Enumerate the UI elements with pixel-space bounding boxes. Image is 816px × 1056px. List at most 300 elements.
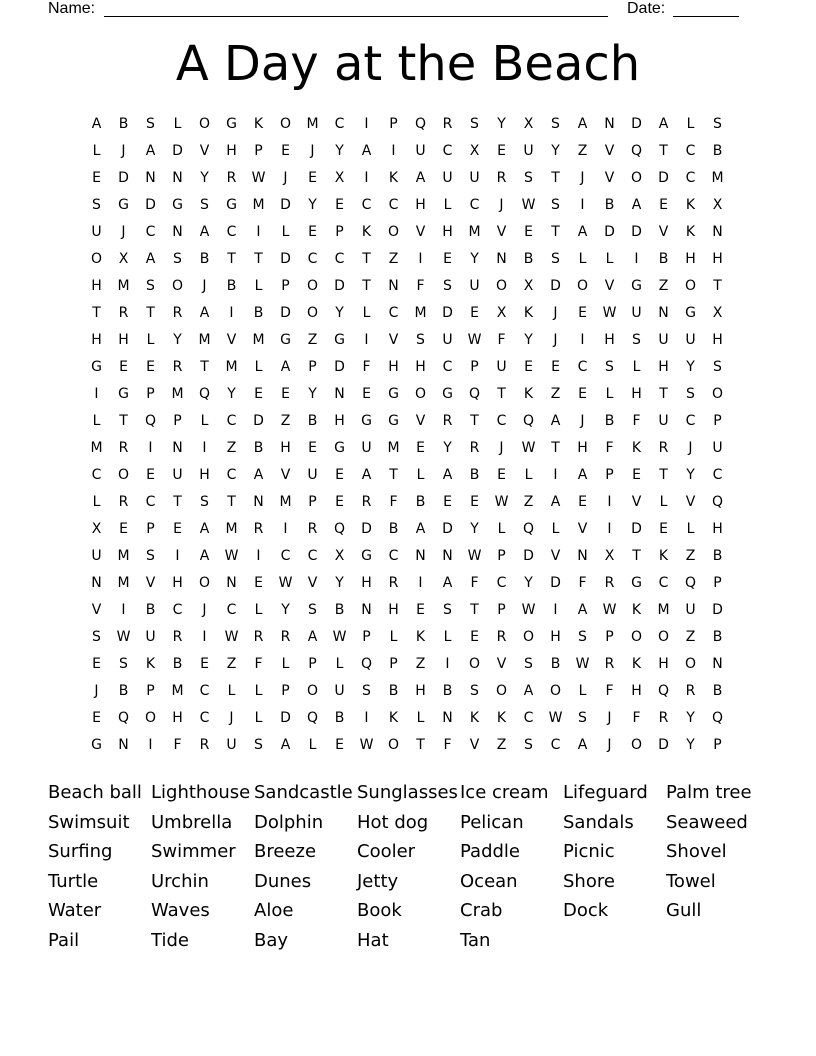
grid-letter[interactable]: T: [92, 305, 101, 321]
grid-letter[interactable]: T: [632, 548, 641, 564]
grid-letter[interactable]: C: [172, 602, 183, 618]
grid-letter[interactable]: Y: [686, 737, 695, 753]
grid-letter[interactable]: T: [551, 224, 560, 240]
grid-letter[interactable]: O: [306, 278, 319, 294]
grid-letter[interactable]: L: [254, 683, 263, 699]
grid-letter[interactable]: X: [91, 521, 102, 537]
grid-letter[interactable]: S: [605, 359, 614, 375]
grid-letter[interactable]: O: [387, 737, 400, 753]
grid-letter[interactable]: A: [415, 170, 426, 186]
grid-letter[interactable]: B: [334, 602, 345, 618]
grid-letter[interactable]: Z: [280, 413, 291, 429]
grid-letter[interactable]: O: [684, 278, 697, 294]
grid-letter[interactable]: Q: [144, 413, 157, 429]
grid-letter[interactable]: E: [470, 629, 479, 645]
grid-letter[interactable]: I: [580, 197, 585, 213]
grid-letter[interactable]: T: [551, 170, 560, 186]
grid-letter[interactable]: H: [388, 359, 399, 375]
grid-letter[interactable]: J: [499, 197, 504, 213]
grid-letter[interactable]: Q: [360, 656, 373, 672]
grid-letter[interactable]: A: [577, 116, 588, 132]
grid-letter[interactable]: B: [307, 413, 318, 429]
grid-letter[interactable]: T: [389, 467, 398, 483]
grid-letter[interactable]: N: [91, 575, 102, 591]
grid-letter[interactable]: B: [118, 116, 129, 132]
grid-letter[interactable]: Y: [524, 575, 533, 591]
grid-letter[interactable]: P: [713, 413, 722, 429]
grid-letter[interactable]: S: [146, 548, 155, 564]
grid-letter[interactable]: F: [632, 710, 641, 726]
grid-letter[interactable]: L: [281, 656, 290, 672]
grid-letter[interactable]: H: [631, 683, 642, 699]
grid-letter[interactable]: G: [118, 386, 129, 402]
grid-letter[interactable]: W: [359, 737, 374, 753]
grid-letter[interactable]: S: [92, 629, 101, 645]
grid-letter[interactable]: E: [470, 494, 479, 510]
grid-letter[interactable]: O: [630, 629, 643, 645]
grid-letter[interactable]: H: [280, 440, 291, 456]
grid-letter[interactable]: P: [497, 602, 506, 618]
grid-letter[interactable]: P: [362, 629, 371, 645]
grid-letter[interactable]: X: [712, 305, 723, 321]
grid-letter[interactable]: K: [145, 656, 156, 672]
grid-letter[interactable]: F: [254, 656, 263, 672]
grid-letter[interactable]: B: [415, 494, 426, 510]
grid-letter[interactable]: T: [416, 737, 425, 753]
grid-letter[interactable]: L: [254, 602, 263, 618]
grid-letter[interactable]: E: [335, 467, 344, 483]
grid-letter[interactable]: G: [226, 116, 237, 132]
grid-letter[interactable]: L: [524, 467, 533, 483]
grid-letter[interactable]: S: [92, 197, 101, 213]
grid-letter[interactable]: T: [173, 494, 182, 510]
grid-letter[interactable]: W: [575, 656, 590, 672]
grid-letter[interactable]: Y: [308, 197, 317, 213]
grid-letter[interactable]: A: [280, 359, 291, 375]
grid-letter[interactable]: R: [442, 413, 453, 429]
grid-letter[interactable]: N: [118, 737, 129, 753]
grid-letter[interactable]: K: [685, 224, 696, 240]
grid-letter[interactable]: D: [523, 548, 534, 564]
grid-letter[interactable]: Q: [630, 143, 643, 159]
grid-letter[interactable]: P: [308, 359, 317, 375]
grid-letter[interactable]: A: [145, 251, 156, 267]
grid-letter[interactable]: Z: [577, 143, 588, 159]
grid-letter[interactable]: A: [550, 494, 561, 510]
grid-letter[interactable]: I: [175, 548, 180, 564]
grid-letter[interactable]: J: [121, 143, 126, 159]
grid-letter[interactable]: E: [92, 170, 101, 186]
grid-letter[interactable]: I: [283, 521, 288, 537]
grid-letter[interactable]: H: [415, 683, 426, 699]
grid-letter[interactable]: N: [577, 548, 588, 564]
grid-letter[interactable]: J: [580, 170, 585, 186]
grid-letter[interactable]: G: [118, 197, 129, 213]
grid-letter[interactable]: Q: [414, 116, 427, 132]
grid-letter[interactable]: O: [495, 683, 508, 699]
grid-letter[interactable]: G: [685, 305, 696, 321]
grid-letter[interactable]: P: [308, 656, 317, 672]
grid-letter[interactable]: C: [307, 548, 318, 564]
grid-letter[interactable]: T: [227, 494, 236, 510]
grid-letter[interactable]: L: [632, 359, 641, 375]
grid-letter[interactable]: H: [631, 386, 642, 402]
grid-letter[interactable]: B: [388, 683, 399, 699]
grid-letter[interactable]: G: [442, 386, 453, 402]
grid-letter[interactable]: L: [686, 116, 695, 132]
grid-letter[interactable]: R: [604, 656, 615, 672]
grid-letter[interactable]: J: [580, 413, 585, 429]
grid-letter[interactable]: D: [361, 521, 372, 537]
grid-letter[interactable]: Z: [523, 494, 534, 510]
grid-letter[interactable]: A: [577, 602, 588, 618]
grid-letter[interactable]: N: [253, 494, 264, 510]
grid-letter[interactable]: L: [443, 197, 452, 213]
grid-letter[interactable]: T: [146, 305, 155, 321]
grid-letter[interactable]: J: [553, 332, 558, 348]
grid-letter[interactable]: O: [684, 656, 697, 672]
grid-letter[interactable]: H: [361, 575, 372, 591]
grid-letter[interactable]: V: [604, 143, 615, 159]
grid-letter[interactable]: H: [604, 332, 615, 348]
grid-letter[interactable]: E: [254, 386, 263, 402]
grid-letter[interactable]: D: [631, 521, 642, 537]
grid-letter[interactable]: U: [91, 548, 102, 564]
grid-letter[interactable]: G: [388, 386, 399, 402]
grid-letter[interactable]: E: [416, 602, 425, 618]
grid-letter[interactable]: O: [90, 251, 103, 267]
grid-letter[interactable]: A: [658, 116, 669, 132]
grid-letter[interactable]: M: [198, 332, 211, 348]
grid-letter[interactable]: R: [685, 683, 696, 699]
grid-letter[interactable]: H: [388, 602, 399, 618]
grid-letter[interactable]: G: [631, 575, 642, 591]
grid-letter[interactable]: C: [469, 197, 480, 213]
grid-letter[interactable]: I: [202, 629, 207, 645]
grid-letter[interactable]: U: [523, 143, 534, 159]
grid-letter[interactable]: S: [200, 197, 209, 213]
grid-letter[interactable]: C: [685, 413, 696, 429]
grid-letter[interactable]: G: [172, 197, 183, 213]
grid-letter[interactable]: J: [607, 710, 612, 726]
grid-letter[interactable]: A: [577, 224, 588, 240]
grid-letter[interactable]: H: [91, 332, 102, 348]
grid-letter[interactable]: S: [524, 737, 533, 753]
grid-letter[interactable]: Q: [522, 413, 535, 429]
grid-letter[interactable]: B: [550, 656, 561, 672]
grid-letter[interactable]: L: [227, 683, 236, 699]
grid-letter[interactable]: B: [253, 305, 264, 321]
grid-letter[interactable]: U: [361, 440, 372, 456]
grid-letter[interactable]: S: [524, 656, 533, 672]
grid-letter[interactable]: E: [308, 224, 317, 240]
grid-letter[interactable]: Y: [335, 305, 344, 321]
grid-letter[interactable]: C: [388, 305, 399, 321]
grid-letter[interactable]: J: [607, 737, 612, 753]
grid-letter[interactable]: I: [256, 548, 261, 564]
grid-letter[interactable]: T: [200, 359, 209, 375]
grid-letter[interactable]: L: [605, 251, 614, 267]
grid-letter[interactable]: H: [199, 467, 210, 483]
grid-letter[interactable]: Y: [470, 521, 479, 537]
grid-letter[interactable]: I: [553, 602, 558, 618]
grid-letter[interactable]: C: [145, 494, 156, 510]
grid-letter[interactable]: L: [659, 494, 668, 510]
grid-letter[interactable]: L: [200, 413, 209, 429]
grid-letter[interactable]: R: [280, 629, 291, 645]
grid-letter[interactable]: P: [146, 683, 155, 699]
grid-letter[interactable]: W: [521, 602, 536, 618]
grid-letter[interactable]: A: [577, 467, 588, 483]
grid-letter[interactable]: C: [388, 197, 399, 213]
grid-letter[interactable]: W: [602, 602, 617, 618]
grid-letter[interactable]: D: [631, 224, 642, 240]
grid-letter[interactable]: I: [364, 710, 369, 726]
grid-letter[interactable]: E: [497, 143, 506, 159]
grid-letter[interactable]: G: [361, 548, 372, 564]
grid-letter[interactable]: K: [658, 548, 669, 564]
grid-letter[interactable]: R: [226, 170, 237, 186]
grid-letter[interactable]: J: [283, 170, 288, 186]
grid-letter[interactable]: D: [334, 278, 345, 294]
grid-letter[interactable]: R: [118, 305, 129, 321]
grid-letter[interactable]: A: [280, 737, 291, 753]
grid-letter[interactable]: I: [229, 305, 234, 321]
grid-letter[interactable]: T: [227, 251, 236, 267]
grid-letter[interactable]: F: [605, 683, 614, 699]
grid-letter[interactable]: Q: [306, 710, 319, 726]
grid-letter[interactable]: U: [658, 413, 669, 429]
grid-letter[interactable]: M: [117, 548, 130, 564]
grid-letter[interactable]: N: [334, 386, 345, 402]
grid-letter[interactable]: D: [550, 575, 561, 591]
grid-letter[interactable]: K: [631, 440, 642, 456]
grid-letter[interactable]: T: [470, 413, 479, 429]
grid-letter[interactable]: G: [388, 413, 399, 429]
grid-letter[interactable]: Z: [415, 656, 426, 672]
grid-letter[interactable]: F: [470, 575, 479, 591]
grid-letter[interactable]: E: [524, 359, 533, 375]
grid-letter[interactable]: V: [685, 494, 696, 510]
grid-letter[interactable]: Y: [686, 710, 695, 726]
grid-letter[interactable]: N: [442, 710, 453, 726]
grid-letter[interactable]: E: [578, 386, 587, 402]
grid-letter[interactable]: I: [580, 332, 585, 348]
grid-letter[interactable]: K: [388, 170, 399, 186]
grid-letter[interactable]: O: [657, 629, 670, 645]
grid-letter[interactable]: H: [550, 629, 561, 645]
grid-letter[interactable]: S: [146, 116, 155, 132]
grid-letter[interactable]: F: [389, 494, 398, 510]
grid-letter[interactable]: W: [602, 305, 617, 321]
grid-letter[interactable]: S: [443, 602, 452, 618]
grid-letter[interactable]: I: [607, 494, 612, 510]
grid-letter[interactable]: N: [172, 440, 183, 456]
grid-letter[interactable]: P: [605, 467, 614, 483]
grid-letter[interactable]: D: [442, 305, 453, 321]
grid-letter[interactable]: W: [278, 575, 293, 591]
grid-letter[interactable]: N: [388, 278, 399, 294]
grid-letter[interactable]: S: [686, 386, 695, 402]
name-blank-line[interactable]: [104, 16, 608, 17]
grid-letter[interactable]: B: [712, 548, 723, 564]
grid-letter[interactable]: P: [308, 494, 317, 510]
grid-letter[interactable]: P: [281, 278, 290, 294]
grid-letter[interactable]: W: [332, 629, 347, 645]
grid-letter[interactable]: B: [226, 278, 237, 294]
grid-letter[interactable]: P: [335, 224, 344, 240]
grid-letter[interactable]: T: [470, 602, 479, 618]
grid-letter[interactable]: C: [658, 575, 669, 591]
grid-letter[interactable]: M: [117, 575, 130, 591]
grid-letter[interactable]: J: [94, 683, 99, 699]
grid-letter[interactable]: C: [523, 710, 534, 726]
grid-letter[interactable]: T: [659, 143, 668, 159]
grid-letter[interactable]: Z: [685, 548, 696, 564]
grid-letter[interactable]: V: [307, 575, 318, 591]
grid-letter[interactable]: M: [306, 116, 319, 132]
grid-letter[interactable]: D: [280, 251, 291, 267]
grid-letter[interactable]: S: [470, 683, 479, 699]
grid-letter[interactable]: R: [118, 494, 129, 510]
grid-letter[interactable]: I: [418, 251, 423, 267]
grid-letter[interactable]: S: [713, 116, 722, 132]
grid-letter[interactable]: Q: [468, 386, 481, 402]
grid-letter[interactable]: E: [254, 575, 263, 591]
grid-letter[interactable]: O: [171, 278, 184, 294]
grid-letter[interactable]: U: [442, 170, 453, 186]
grid-letter[interactable]: H: [577, 440, 588, 456]
grid-letter[interactable]: G: [226, 197, 237, 213]
grid-letter[interactable]: K: [253, 116, 264, 132]
grid-letter[interactable]: G: [280, 332, 291, 348]
grid-letter[interactable]: H: [712, 521, 723, 537]
grid-letter[interactable]: F: [362, 359, 371, 375]
grid-letter[interactable]: E: [470, 305, 479, 321]
grid-letter[interactable]: E: [578, 494, 587, 510]
grid-letter[interactable]: H: [658, 656, 669, 672]
grid-letter[interactable]: F: [605, 440, 614, 456]
grid-letter[interactable]: H: [172, 710, 183, 726]
grid-letter[interactable]: W: [548, 710, 563, 726]
grid-letter[interactable]: S: [713, 359, 722, 375]
grid-letter[interactable]: O: [198, 575, 211, 591]
grid-letter[interactable]: J: [310, 143, 315, 159]
grid-letter[interactable]: M: [225, 521, 238, 537]
grid-letter[interactable]: P: [389, 116, 398, 132]
grid-letter[interactable]: R: [496, 629, 507, 645]
grid-letter[interactable]: S: [551, 197, 560, 213]
grid-letter[interactable]: V: [469, 737, 480, 753]
grid-letter[interactable]: B: [712, 143, 723, 159]
grid-letter[interactable]: C: [307, 251, 318, 267]
grid-letter[interactable]: J: [202, 278, 207, 294]
grid-letter[interactable]: D: [631, 116, 642, 132]
grid-letter[interactable]: M: [252, 332, 265, 348]
grid-letter[interactable]: K: [361, 224, 372, 240]
grid-letter[interactable]: O: [630, 737, 643, 753]
grid-letter[interactable]: R: [469, 440, 480, 456]
grid-letter[interactable]: V: [550, 548, 561, 564]
grid-letter[interactable]: E: [335, 197, 344, 213]
grid-letter[interactable]: M: [252, 197, 265, 213]
grid-letter[interactable]: U: [469, 170, 480, 186]
grid-letter[interactable]: L: [578, 683, 587, 699]
grid-letter[interactable]: O: [306, 683, 319, 699]
grid-letter[interactable]: Y: [686, 467, 695, 483]
date-blank-line[interactable]: [673, 16, 739, 17]
grid-letter[interactable]: N: [145, 170, 156, 186]
grid-letter[interactable]: B: [604, 413, 615, 429]
grid-letter[interactable]: S: [308, 602, 317, 618]
grid-letter[interactable]: E: [308, 170, 317, 186]
grid-letter[interactable]: R: [658, 440, 669, 456]
grid-letter[interactable]: E: [416, 440, 425, 456]
grid-letter[interactable]: B: [253, 440, 264, 456]
grid-letter[interactable]: L: [362, 305, 371, 321]
grid-letter[interactable]: V: [280, 467, 291, 483]
grid-letter[interactable]: R: [172, 629, 183, 645]
grid-letter[interactable]: M: [387, 440, 400, 456]
grid-letter[interactable]: E: [578, 305, 587, 321]
grid-letter[interactable]: B: [658, 251, 669, 267]
grid-letter[interactable]: P: [146, 521, 155, 537]
grid-letter[interactable]: T: [713, 278, 722, 294]
grid-letter[interactable]: E: [659, 521, 668, 537]
grid-letter[interactable]: E: [92, 656, 101, 672]
grid-letter[interactable]: D: [334, 359, 345, 375]
grid-letter[interactable]: U: [172, 467, 183, 483]
grid-letter[interactable]: F: [443, 737, 452, 753]
grid-letter[interactable]: B: [712, 683, 723, 699]
grid-letter[interactable]: D: [253, 413, 264, 429]
grid-letter[interactable]: H: [712, 332, 723, 348]
grid-letter[interactable]: R: [118, 440, 129, 456]
grid-letter[interactable]: V: [388, 332, 399, 348]
grid-letter[interactable]: L: [497, 521, 506, 537]
grid-letter[interactable]: Y: [335, 143, 344, 159]
grid-letter[interactable]: X: [334, 548, 345, 564]
grid-letter[interactable]: R: [199, 737, 210, 753]
grid-letter[interactable]: A: [307, 629, 318, 645]
grid-letter[interactable]: P: [713, 575, 722, 591]
grid-letter[interactable]: W: [467, 332, 482, 348]
grid-letter[interactable]: E: [443, 251, 452, 267]
grid-letter[interactable]: J: [229, 710, 234, 726]
grid-letter[interactable]: I: [364, 170, 369, 186]
grid-letter[interactable]: D: [604, 224, 615, 240]
grid-letter[interactable]: Q: [198, 386, 211, 402]
grid-letter[interactable]: Q: [333, 521, 346, 537]
grid-letter[interactable]: B: [199, 251, 210, 267]
grid-letter[interactable]: F: [497, 332, 506, 348]
grid-letter[interactable]: B: [442, 683, 453, 699]
grid-letter[interactable]: C: [280, 548, 291, 564]
grid-letter[interactable]: P: [470, 359, 479, 375]
grid-letter[interactable]: I: [148, 737, 153, 753]
grid-letter[interactable]: U: [712, 440, 723, 456]
grid-letter[interactable]: A: [442, 467, 453, 483]
grid-letter[interactable]: S: [173, 251, 182, 267]
grid-letter[interactable]: E: [92, 710, 101, 726]
grid-letter[interactable]: C: [145, 224, 156, 240]
grid-letter[interactable]: E: [335, 737, 344, 753]
grid-letter[interactable]: Y: [227, 386, 236, 402]
grid-letter[interactable]: V: [415, 413, 426, 429]
grid-letter[interactable]: V: [145, 575, 156, 591]
grid-letter[interactable]: E: [362, 386, 371, 402]
grid-letter[interactable]: X: [118, 251, 129, 267]
